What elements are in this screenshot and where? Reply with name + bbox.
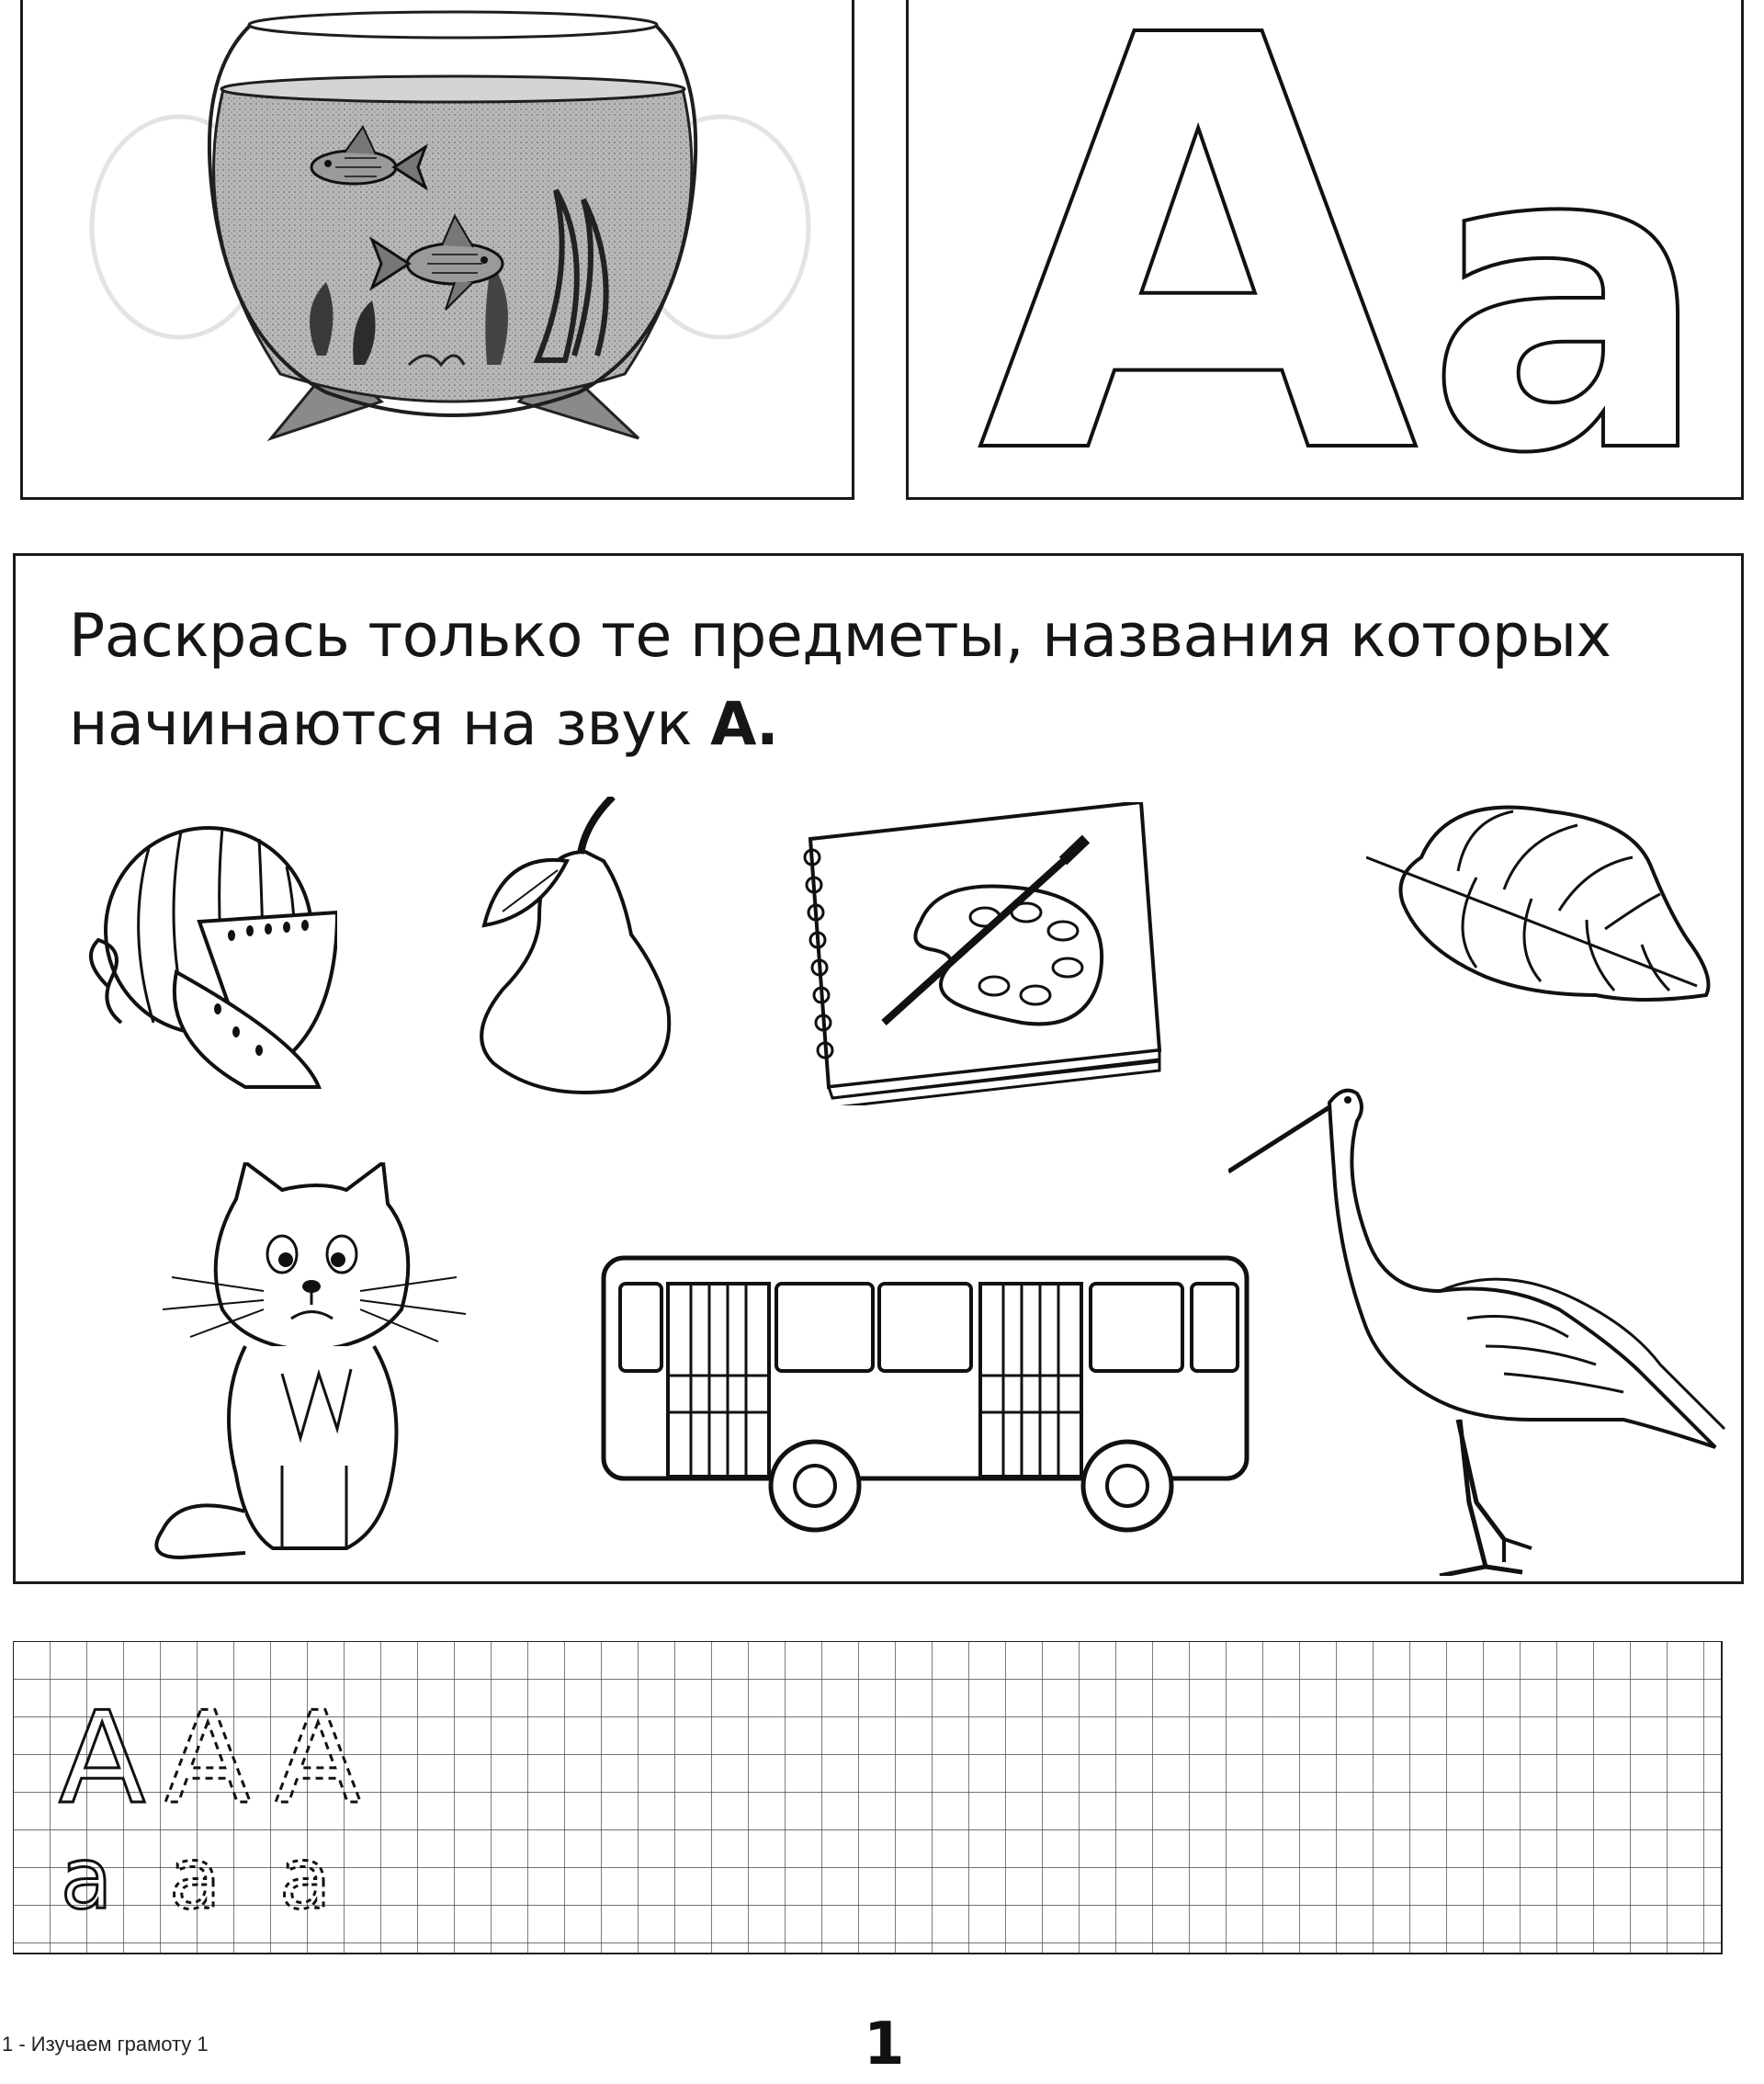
lowercase-letter-row	[61, 1829, 331, 1928]
task-panel	[13, 553, 1744, 1584]
cat-icon	[144, 1162, 484, 1567]
watermelon-icon	[62, 811, 337, 1096]
album-icon	[792, 802, 1178, 1105]
page-number: 1	[864, 2010, 905, 2078]
stork-icon	[1228, 988, 1743, 1576]
uppercase-letter-trace: A	[275, 1684, 362, 1832]
target-sound-letter: А	[710, 690, 756, 759]
svg-text:A: A	[978, 0, 1419, 503]
task-instruction-line1: Раскрась только те предметы, названия которых	[69, 602, 1611, 671]
uppercase-letter-trace: A	[164, 1684, 252, 1832]
svg-text:a: a	[1425, 54, 1712, 503]
letter-lowercase	[1426, 54, 1711, 503]
aquarium-panel	[20, 0, 854, 500]
leaf-icon	[1366, 802, 1715, 1014]
copybook-grid	[13, 1641, 1731, 1959]
lowercase-letter-trace: a	[169, 1829, 221, 1928]
footer-caption: 1 - Изучаем грамоту 1	[2, 2033, 209, 2056]
task-instruction-text: начинаются на звук	[69, 690, 711, 759]
task-instruction-line2	[69, 681, 1723, 769]
bus-icon	[594, 1247, 1256, 1559]
aquarium-icon	[23, 0, 857, 503]
lowercase-letter-trace: a	[279, 1829, 332, 1928]
lowercase-letter-sample: a	[61, 1829, 113, 1928]
letter-uppercase	[978, 0, 1422, 503]
uppercase-letter-sample: A	[59, 1684, 146, 1832]
letter-panel	[906, 0, 1744, 503]
uppercase-letter-row	[59, 1684, 361, 1832]
pear-icon	[466, 797, 695, 1100]
instruction-period: .	[755, 690, 779, 759]
